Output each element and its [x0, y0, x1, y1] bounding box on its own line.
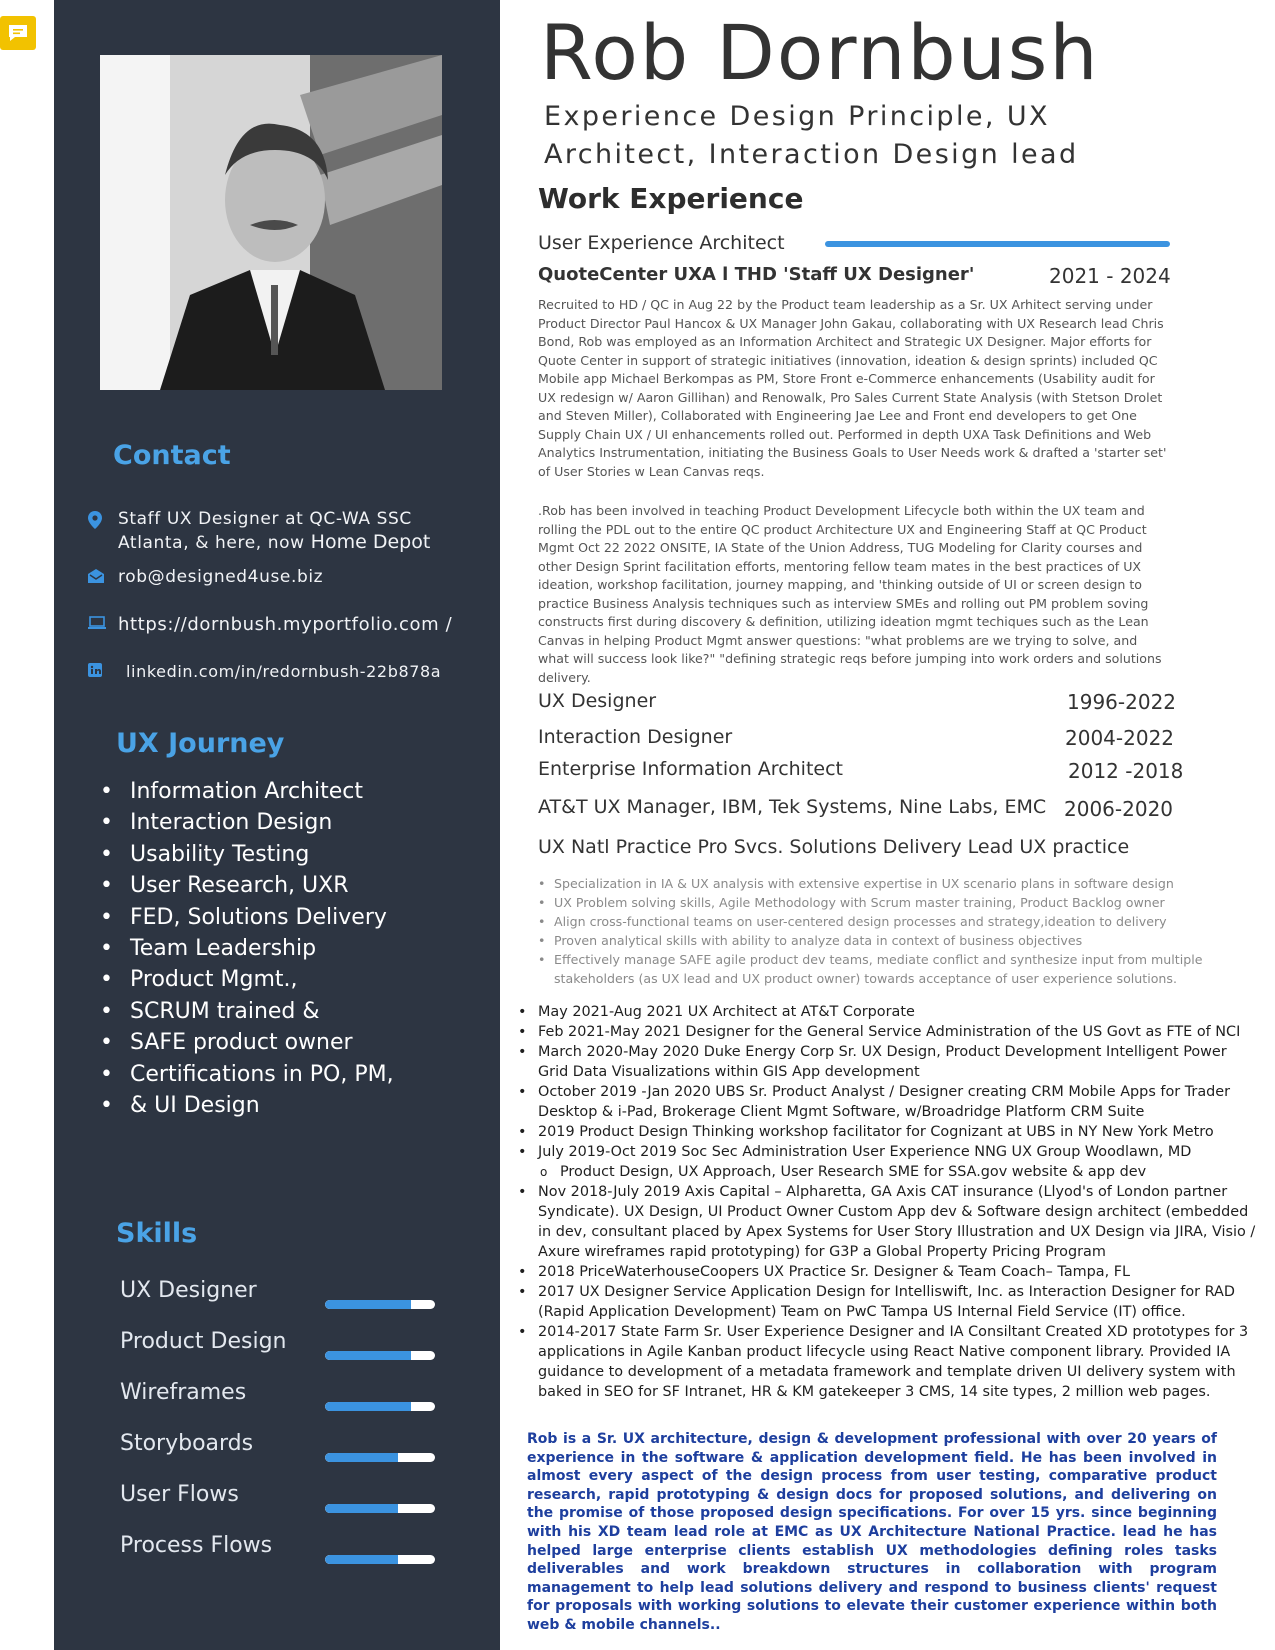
list-item: • UX Problem solving skills, Agile Methodology with Scrum master training, Product Backlog owner	[538, 893, 1238, 912]
list-item: • Nov 2018-July 2019 Axis Capital – Alpharetta, GA Axis CAT insurance (Llyod's of London partner Syndicate). UX Design, UI Product Owner Custom App dev & Software design architect (embedded in dev, consultant placed by Apex Systems for User Story Illustration and UX Design via JIRA, Visio / Axure wireframes rapid prototyping) for G3P a Global Property Pricing Program	[516, 1182, 1256, 1262]
list-item: • 2014-2017 State Farm Sr. User Experience Designer and IA Consiltant Created XD prototypes for 3 applications in Agile Kanban product lifecycle using React Native component library. Provided IA guidance to development of a metadata framework and template driven UI delivery system with baked in SEO for SF Intranet, HR & KM gatekeeper 3 CMS, 14 site types, 2 million web pages.	[516, 1322, 1256, 1402]
list-item: • Proven analytical skills with ability to analyze data in context of business objectives	[538, 931, 1238, 950]
contact-heading: Contact	[113, 440, 231, 471]
list-item: • Product Mgmt.,	[100, 964, 394, 995]
contact-website[interactable]	[88, 613, 452, 636]
laptop-icon	[88, 613, 118, 630]
skill-level-fill	[325, 1504, 398, 1513]
skill-name: UX Designer	[120, 1278, 257, 1303]
location-line-2: Atlanta, & here, now	[118, 533, 311, 553]
comment-note-icon[interactable]	[0, 16, 36, 50]
profile-photo	[100, 55, 442, 390]
list-item: • Specialization in IA & UX analysis with extensive expertise in UX scenario plans in software design	[538, 874, 1238, 893]
list-item: • Team Leadership	[100, 933, 394, 964]
divider	[825, 241, 1170, 247]
list-item: • 2017 UX Designer Service Application Design for Intelliswift, Inc. as Interaction Designer for RAD (Rapid Application Development) Team on PwC Tampa US Internal Field Service (IT) office.	[516, 1282, 1256, 1322]
list-item: • Feb 2021-May 2021 Designer for the General Service Administration of the US Govt as FTE of NCI	[516, 1022, 1256, 1042]
skill-level-bar	[325, 1402, 435, 1411]
skill-row	[120, 1533, 440, 1573]
location-pin-icon	[88, 508, 118, 529]
list-item: • October 2019 -Jan 2020 UBS Sr. Product Analyst / Designer creating CRM Mobile Apps for Trader Desktop & i-Pad, Brokerage Client Mgmt Software, w/Broadridge Platform CRM Suite	[516, 1082, 1256, 1122]
professional-summary: Rob is a Sr. UX architecture, design & development professional with over 20 years of experience in the software & application development field. He has been involved in almost every aspect of the design process from user testing, comparative product research, rapid prototyping & design docs for proposed solutions, and delivering on the promise of those proposed design specifications. For over 15 yrs. since beginning with his XD team lead role at EMC as UX Architecture National Practice. lead he has helped large enterprise clients establish UX methodologies defining roles tasks deliverables and work breakdown structures in collaboration with program management to help lead solutions delivery and respond to business clients' request for proposals with working solutions to elevate their customer experience within both web & mobile channels..	[527, 1431, 1217, 1633]
job-tagline: Experience Design Principle, UX Architect, Interaction Design lead	[544, 101, 1079, 170]
list-item: • SAFE product owner	[100, 1027, 394, 1058]
list-item: • Certifications in PO, PM,	[100, 1059, 394, 1090]
contact-email[interactable]	[88, 566, 323, 589]
skill-level-bar	[325, 1555, 435, 1564]
role-description-teaching: .Rob has been involved in teaching Product Development Lifecycle both within the UX team and rolling the PDL out to the entire QC product Architecture UX and Engineering Staff at QC Product Mgmt Oct 22 2022 ONSITE, IA State of the Union Address, TUG Modeling for Clarity courses and other Design Sprint facilitation efforts, mentoring fellow team mates in the best practices of UX ideation, workshop facilitation, journey mapping, and 'thinking outside of UI or screen design to practice Business Analysis techniques such as interview SMEs and rolling out PM problem soving constructs first during discovery & definition, utilizing ideation mgmt techiques such as the Lean Canvas in helping Product Mgmt answer questions: "what problems are we trying to solve, and what will success look like?" "defining strategic reqs before jumping into work orders and solutions delivery.	[538, 503, 1162, 685]
practice-bullet-list	[538, 874, 1238, 988]
skill-level-bar	[325, 1453, 435, 1462]
skill-level-fill	[325, 1453, 398, 1462]
contact-linkedin[interactable]	[88, 660, 441, 683]
skill-name: Storyboards	[120, 1431, 254, 1456]
list-item: • Information Architect	[100, 776, 394, 807]
linkedin-icon	[88, 660, 118, 677]
skill-row	[120, 1278, 440, 1318]
role-title: UX Designer	[538, 690, 657, 712]
list-item: • Effectively manage SAFE agile product dev teams, mediate conflict and synthesize input from multiple stakeholders (as UX lead and UX product owner) towards acceptance of user experience solutions.	[538, 950, 1238, 988]
role-years: 2006-2020	[1064, 797, 1174, 821]
role-years: 2012 -2018	[1068, 759, 1184, 783]
skill-level-fill	[325, 1555, 398, 1564]
role-years: 2004-2022	[1065, 726, 1175, 750]
list-item: • July 2019-Oct 2019 Soc Sec Administration User Experience NNG UX Group Woodlawn, MD	[516, 1142, 1256, 1162]
role-description: Recruited to HD / QC in Aug 22 by the Product team leadership as a Sr. UX Arhitect serving under Product Director Paul Hancox & UX Manager John Gakau, collaborating with UX Research lead Chris Bond, Rob was employed as an Information Architect and Strategic UX Designer. Major efforts for Quote Center in support of strategic initiatives (innovation, ideation & design sprints) included QC Mobile app Michael Berkompas as PM, Store Front e-Commerce enhancements (Usability audit for UX redesign w/ Aaron Gillihan) and Renowalk, Pro Sales Current State Analysis (with Stetson Drolet and Steven Miller), Collaborated with Engineering Jae Lee and Front end developers to get One Supply Chain UX / UI enhancements rolled out. Performed in depth UXA Task Definitions and Web Analytics Instrumentation, initiating the Business Goals to User Needs work & drafted a 'starter set' of User Stories w Lean Canvas reqs.	[538, 297, 1167, 479]
skills-heading: Skills	[116, 1218, 198, 1249]
role-title: AT&T UX Manager, IBM, Tek Systems, Nine Labs, EMC	[538, 796, 1047, 818]
skill-level-bar	[325, 1351, 435, 1360]
list-item: • 2018 PriceWaterhouseCoopers UX Practice Sr. Designer & Team Coach– Tampa, FL	[516, 1262, 1256, 1282]
email-link[interactable]: rob@designed4use.biz	[118, 567, 324, 587]
skill-name: Product Design	[120, 1329, 287, 1354]
linkedin-link[interactable]: linkedin.com/in/redornbush-22b878a	[126, 662, 442, 681]
list-item: • Interaction Design	[100, 807, 394, 838]
work-experience-heading: Work Experience	[538, 182, 804, 215]
skill-level-fill	[325, 1402, 411, 1411]
list-item: • May 2021-Aug 2021 UX Architect at AT&T Corporate	[516, 1002, 1256, 1022]
list-sub-item: o Product Design, UX Approach, User Research SME for SSA.gov website & app dev	[516, 1162, 1256, 1182]
ux-journey-list	[100, 776, 394, 1121]
main-content	[500, 0, 1275, 1650]
skill-row	[120, 1482, 440, 1522]
skill-level-bar	[325, 1300, 435, 1309]
list-item: • User Research, UXR	[100, 870, 394, 901]
skill-name: Wireframes	[120, 1380, 247, 1405]
role-title: Interaction Designer	[538, 726, 733, 748]
current-company: QuoteCenter UXA l THD 'Staff UX Designer'	[538, 264, 975, 285]
skill-level-bar	[325, 1504, 435, 1513]
page-title: Rob Dornbush	[540, 8, 1100, 97]
skill-row	[120, 1329, 440, 1369]
skill-name: Process Flows	[120, 1533, 273, 1558]
employer-name: Home Depot	[310, 531, 431, 553]
skill-row	[120, 1431, 440, 1471]
ux-journey-heading: UX Journey	[116, 728, 285, 759]
employment-history-list	[516, 1002, 1256, 1402]
website-link[interactable]: https://dornbush.myportfolio.com /	[118, 614, 453, 635]
list-item: • FED, Solutions Delivery	[100, 902, 394, 933]
skill-name: User Flows	[120, 1482, 239, 1507]
skill-row	[120, 1380, 440, 1420]
current-years: 2021 - 2024	[1049, 264, 1171, 288]
list-item: • SCRUM trained &	[100, 996, 394, 1027]
list-item: • Usability Testing	[100, 839, 394, 870]
location-line-1: Staff UX Designer at QC-WA SSC	[118, 509, 412, 529]
skill-level-fill	[325, 1300, 411, 1309]
role-years: 1996-2022	[1067, 690, 1177, 714]
list-item: • 2019 Product Design Thinking workshop facilitator for Cognizant at UBS in NY New York Metro	[516, 1122, 1256, 1142]
list-item: • Align cross-functional teams on user-centered design processes and strategy,ideation to delivery	[538, 912, 1238, 931]
role-title: Enterprise Information Architect	[538, 758, 843, 780]
current-role: User Experience Architect	[538, 232, 785, 254]
envelope-icon	[88, 566, 118, 583]
contact-location	[88, 508, 430, 555]
practice-lead-title: UX Natl Practice Pro Svcs. Solutions Delivery Lead UX practice	[538, 836, 1130, 858]
skill-level-fill	[325, 1351, 411, 1360]
list-item: • March 2020-May 2020 Duke Energy Corp Sr. UX Design, Product Development Intelligent Power Grid Data Visualizations within GIS App development	[516, 1042, 1256, 1082]
list-item-continued: • & UI Design	[100, 1090, 394, 1121]
